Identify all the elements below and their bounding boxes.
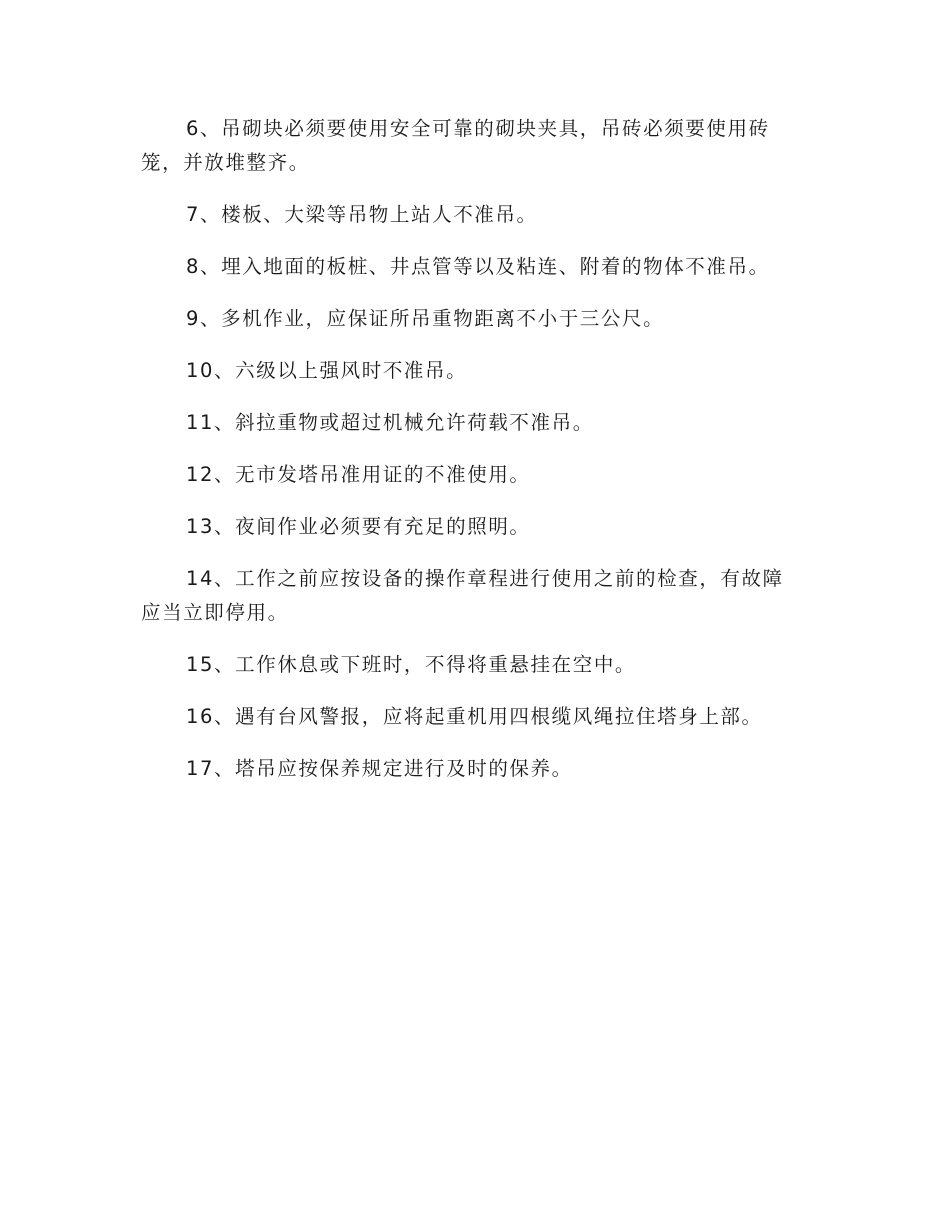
paragraph-item-8: 8、埋入地面的板桩、井点管等以及粘连、附着的物体不准吊。 — [186, 255, 770, 278]
paragraph-item-12: 12、无市发塔吊准用证的不准使用。 — [186, 463, 531, 486]
paragraph-item-16: 16、遇有台风警报，应将起重机用四根缆风绳拉住塔身上部。 — [186, 705, 763, 728]
document-body — [141, 112, 801, 804]
paragraph-item-11: 11、斜拉重物或超过机械允许荷载不准吊。 — [186, 411, 594, 434]
paragraph-item-17: 17、塔吊应按保养规定进行及时的保养。 — [186, 757, 573, 780]
paragraph-item-7: 7、楼板、大梁等吊物上站人不准吊。 — [186, 203, 538, 226]
paragraph-item-13: 13、夜间作业必须要有充足的照明。 — [186, 515, 531, 538]
paragraph-item-10: 10、六级以上强风时不准吊。 — [186, 359, 468, 382]
paragraph-item-6: 6、吊砌块必须要使用安全可靠的砌块夹具，吊砖必须要使用砖笼，并放堆整齐。 — [141, 117, 770, 174]
paragraph-item-14: 14、工作之前应按设备的操作章程进行使用之前的检查，有故障应当立即停用。 — [141, 567, 784, 624]
paragraph-item-9: 9、多机作业，应保证所吊重物距离不小于三公尺。 — [186, 307, 665, 330]
paragraph-item-15: 15、工作休息或下班时，不得将重悬挂在空中。 — [186, 653, 637, 676]
